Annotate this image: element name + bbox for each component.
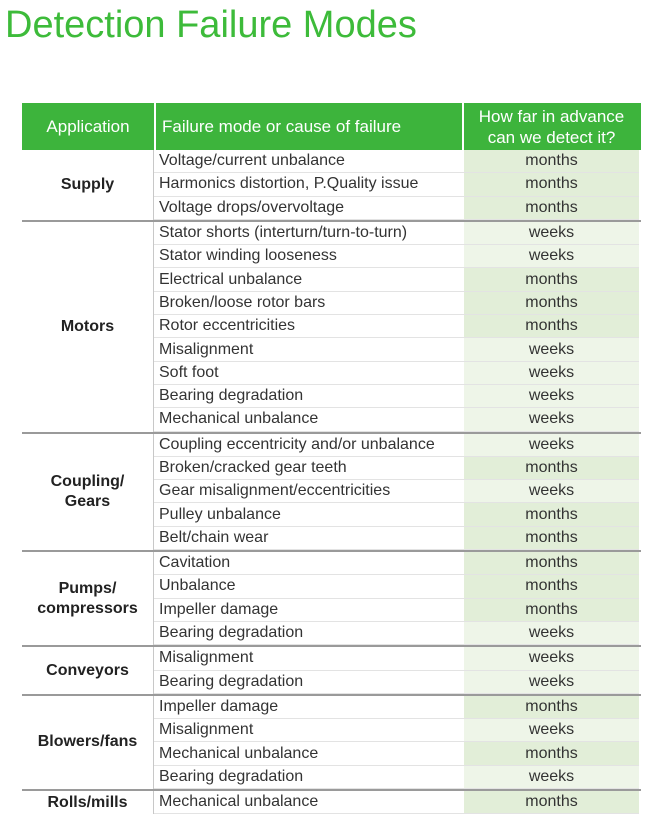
header-advance-line2: can we detect it? [487,127,616,147]
table-row [154,696,641,719]
group-rows [154,434,641,550]
failure-mode-cell: Voltage drops/overvoltage [154,197,464,220]
failure-mode-cell: Bearing degradation [154,385,464,408]
advance-cell: months [464,457,639,480]
table-row [154,766,641,789]
failure-mode-cell: Broken/loose rotor bars [154,292,464,315]
advance-cell: weeks [464,719,639,742]
failure-mode-cell: Misalignment [154,338,464,361]
advance-cell: months [464,292,639,315]
failure-mode-cell: Impeller damage [154,696,464,719]
table-row [154,338,641,361]
failure-mode-cell: Coupling eccentricity and/or unbalance [154,434,464,457]
failure-mode-cell: Bearing degradation [154,766,464,789]
application-cell: Rolls/mills [22,791,154,814]
table-row [154,457,641,480]
table-group [22,645,641,694]
application-cell: Blowers/fans [22,696,154,789]
table-row [154,480,641,503]
group-rows [154,222,641,432]
advance-cell: weeks [464,245,639,268]
failure-mode-cell: Bearing degradation [154,622,464,645]
advance-cell: months [464,791,639,814]
table-row [154,222,641,245]
failure-mode-cell: Pulley unbalance [154,503,464,526]
table-row [154,552,641,575]
failure-mode-cell: Mechanical unbalance [154,408,464,431]
table-row [154,599,641,622]
advance-cell: months [464,197,639,220]
failure-mode-cell: Misalignment [154,647,464,670]
table-row [154,150,641,173]
advance-cell: weeks [464,385,639,408]
table-row [154,385,641,408]
failure-mode-cell: Soft foot [154,362,464,385]
failure-mode-cell: Misalignment [154,719,464,742]
table-row [154,719,641,742]
application-cell: Coupling/ Gears [22,434,154,550]
table-row [154,362,641,385]
table-row [154,671,641,694]
failure-mode-cell: Mechanical unbalance [154,791,464,814]
failure-mode-cell: Bearing degradation [154,671,464,694]
advance-cell: months [464,150,639,173]
table-row [154,173,641,196]
failure-mode-cell: Voltage/current unbalance [154,150,464,173]
table-group [22,694,641,789]
table-group [22,789,641,814]
advance-cell: weeks [464,671,639,694]
table-header [22,103,641,150]
table-row [154,527,641,550]
advance-cell: months [464,315,639,338]
group-rows [154,552,641,645]
advance-cell: weeks [464,362,639,385]
table-group [22,150,641,220]
failure-modes-table [22,103,641,814]
failure-mode-cell: Stator shorts (interturn/turn-to-turn) [154,222,464,245]
failure-mode-cell: Impeller damage [154,599,464,622]
advance-cell: months [464,503,639,526]
failure-mode-cell: Electrical unbalance [154,268,464,291]
group-rows [154,647,641,694]
advance-cell: weeks [464,434,639,457]
advance-cell: months [464,599,639,622]
table-row [154,292,641,315]
advance-cell: months [464,696,639,719]
application-cell: Conveyors [22,647,154,694]
failure-mode-cell: Gear misalignment/eccentricities [154,480,464,503]
advance-cell: months [464,742,639,765]
advance-cell: weeks [464,480,639,503]
failure-mode-cell: Mechanical unbalance [154,742,464,765]
header-failure-mode: Failure mode or cause of failure [156,103,464,150]
header-advance-line1: How far in advance [478,106,625,126]
group-rows [154,150,641,220]
advance-cell: months [464,527,639,550]
table-row [154,791,641,814]
header-advance [464,103,639,150]
advance-cell: months [464,268,639,291]
failure-mode-cell: Stator winding looseness [154,245,464,268]
table-group [22,432,641,550]
group-rows [154,791,641,814]
advance-cell: weeks [464,622,639,645]
table-row [154,408,641,431]
table-row [154,742,641,765]
advance-cell: weeks [464,408,639,431]
table-row [154,268,641,291]
advance-cell: weeks [464,222,639,245]
failure-mode-cell: Unbalance [154,575,464,598]
advance-cell: months [464,552,639,575]
application-cell: Supply [22,150,154,220]
advance-cell: weeks [464,338,639,361]
table-group [22,550,641,645]
application-cell: Pumps/ compressors [22,552,154,645]
table-row [154,315,641,338]
table-row [154,245,641,268]
advance-cell: weeks [464,766,639,789]
failure-mode-cell: Harmonics distortion, P.Quality issue [154,173,464,196]
page-title: Detection Failure Modes [5,4,417,46]
failure-mode-cell: Rotor eccentricities [154,315,464,338]
table-row [154,647,641,670]
table-row [154,575,641,598]
table-row [154,503,641,526]
advance-cell: weeks [464,647,639,670]
table-row [154,434,641,457]
group-rows [154,696,641,789]
failure-mode-cell: Cavitation [154,552,464,575]
table-row [154,622,641,645]
table-group [22,220,641,432]
failure-mode-cell: Broken/cracked gear teeth [154,457,464,480]
advance-cell: months [464,173,639,196]
table-body [22,150,641,814]
application-cell: Motors [22,222,154,432]
table-row [154,197,641,220]
advance-cell: months [464,575,639,598]
failure-mode-cell: Belt/chain wear [154,527,464,550]
header-application: Application [22,103,156,150]
